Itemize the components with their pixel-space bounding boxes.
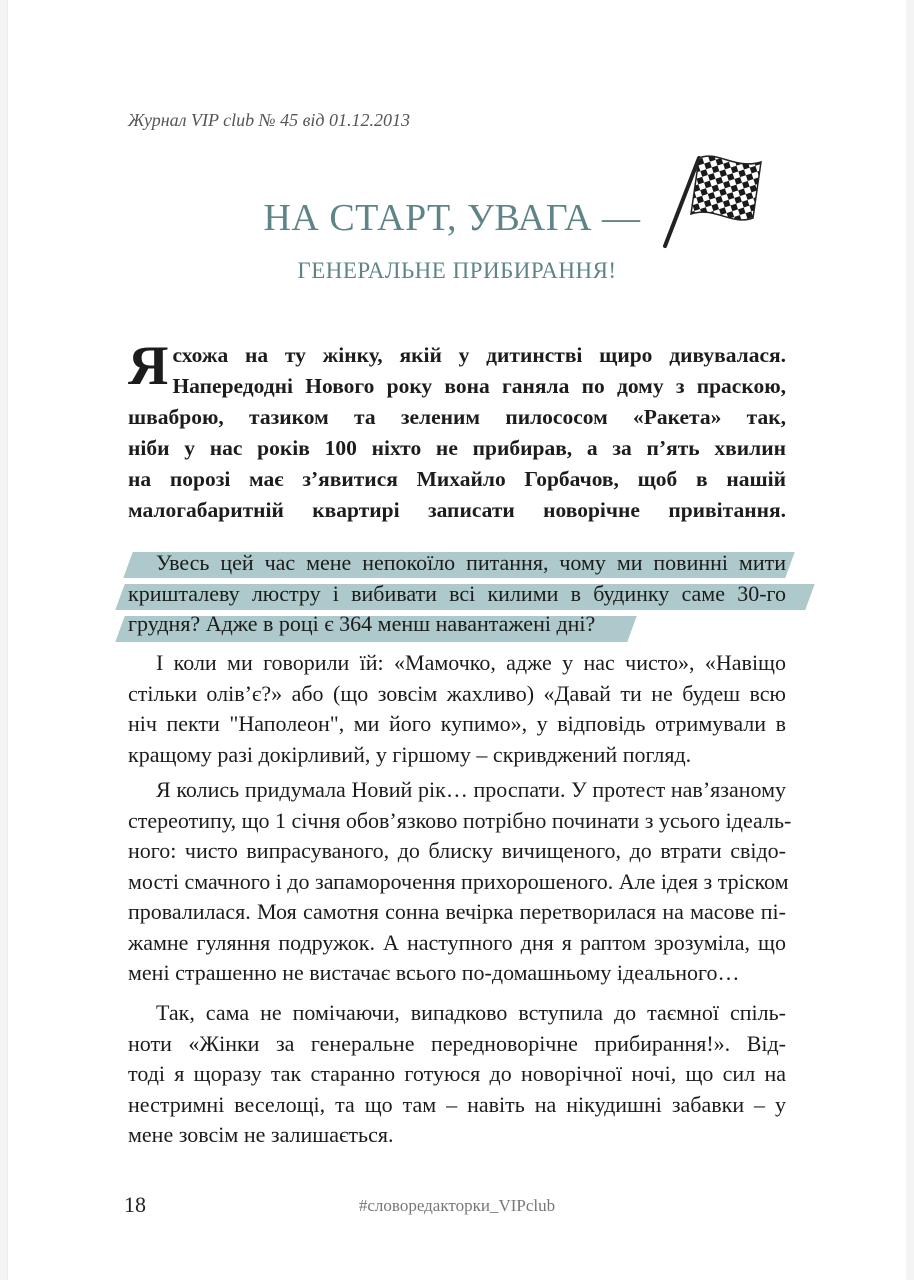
page-edge-left: [0, 0, 8, 1280]
intro-line: схожа на ту жінку, якій у дитинстві щиро дивувалася.: [172, 343, 786, 367]
paragraph-line: тоді я щоразу так старанно готуюся до новорічної ночі, що сил на: [128, 1061, 786, 1086]
paragraph-line: жамне гуляння подружок. А наступного дня я раптом зрозуміла, що: [128, 929, 786, 955]
paragraph-line: мості смачного і до запаморочення прихорошеного. Але ідея з тріском: [128, 868, 789, 894]
paragraph: [128, 775, 792, 989]
magazine-issue-label: Журнал VIP club № 45 від 01.12.2013: [128, 110, 411, 130]
paragraph-line: кришталеву люстру і вибивати всі килими в будинку саме 30-го: [128, 580, 786, 606]
paragraph-line: Увесь цей час мене непокоїло питання, чому ми повинні мити: [156, 550, 786, 575]
paragraph-line: Я колись придумала Новий рік… проспати. У протест нав’язаному: [156, 777, 786, 802]
paragraph: [128, 648, 786, 770]
highlighted-paragraph: [128, 548, 786, 640]
article-title: НА СТАРТ, УВАГА —: [263, 197, 641, 239]
drop-cap: Я: [128, 335, 169, 397]
paragraph-line: І коли ми говорили їй: «Мамочко, адже у нас чисто», «Навіщо: [156, 650, 786, 675]
paragraph-line: ніч пекти "Наполеон", ми його купимо», у відповідь отримували в: [128, 711, 786, 736]
paragraph-line: ного: чисто випрасуваного, до блиску вичищеного, до втрати свідо-: [128, 838, 786, 863]
paragraph-line: ноти «Жінки за генеральне передноворічне прибирання!». Від-: [128, 1030, 786, 1056]
intro-line: ніби у нас років 100 ніхто не прибирав, а за п’ять хвилин: [128, 436, 786, 460]
paragraph-line: мене зовсім не залишається.: [128, 1122, 394, 1147]
paragraph: [128, 998, 786, 1151]
article-subtitle: ГЕНЕРАЛЬНЕ ПРИБИРАННЯ!: [297, 258, 617, 283]
intro-line: Напередодні Нового року вона ганяла по дому з праскою,: [172, 374, 786, 398]
intro-line: малогабаритній квартирі записати новорічне привітання.: [128, 498, 786, 522]
paragraph-line: грудня? Адже в році є 364 менш навантажені дні?: [128, 611, 596, 636]
intro-line: шваброю, тазиком та зеленим пилососом «Ракета» так,: [128, 405, 786, 429]
paragraph-line: мені страшенно не вистачає всього по-домашньому ідеального…: [128, 960, 740, 985]
paragraph-line: провалилася. Моя самотня сонна вечірка перетворилася на масове пі-: [128, 899, 786, 924]
intro-line: на порозі має з’явитися Михайло Горбачов, щоб в нашій: [128, 467, 786, 491]
paragraph-line: стільки олів’є?» або (що зовсім жахливо) «Давай ти не будеш всю: [128, 680, 786, 706]
page-number: 18: [124, 1192, 146, 1217]
footer-hashtag: #словоредакторки_VIPclub: [358, 1196, 556, 1215]
paragraph-line: стереотипу, що 1 січня обов’язково потрібно починати з усього ідеаль-: [128, 807, 792, 833]
paragraph-line: нестримні веселощі, та що там – навіть на нікудишні забавки – у: [128, 1091, 786, 1117]
paragraph-line: Так, сама не помічаючи, випадково вступила до таємної спіль-: [156, 1000, 786, 1025]
intro-paragraph: [128, 335, 786, 526]
paragraph-line: кращому разі докірливий, у гіршому – скривджений погляд.: [128, 741, 692, 767]
page-edge-right: [906, 0, 914, 1280]
